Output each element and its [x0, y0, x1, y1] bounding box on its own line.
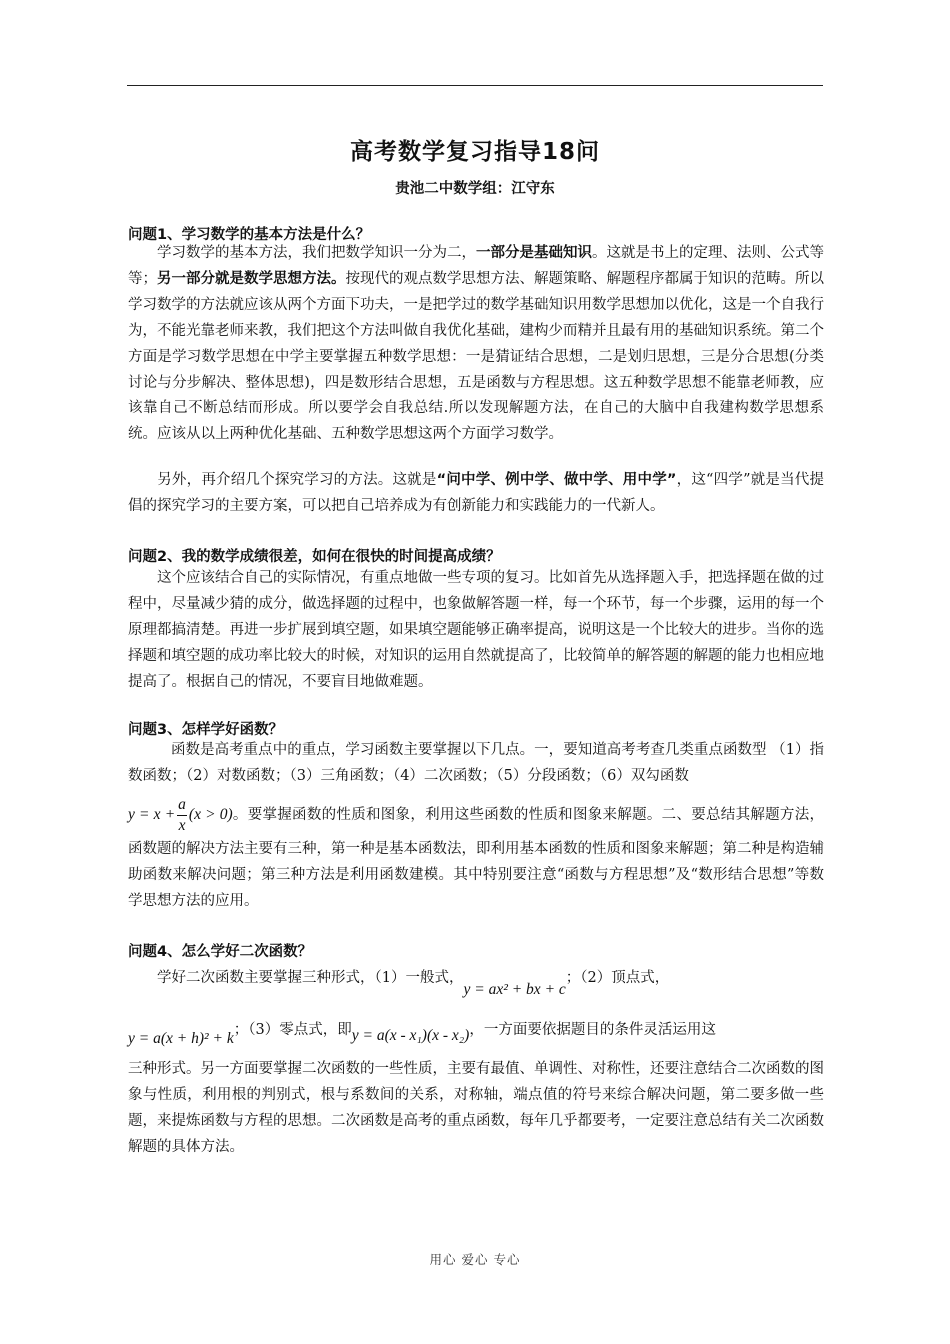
q3-text-b: 。要掌握函数的性质和图象，利用这些函数的性质和图象来解题。二、要总结其解题方法，函数题的解决方法主要有三种，第一种是基本函数法，即利用基本函数的性质和图象来解题；第二种是构造辅助函数来解决问题；第三种方法是利用函数建模。其中特别要注意“函数与方程思想”及“数形结合思想”等数学思想方法的应用。 [128, 807, 824, 909]
q1-text-a: 学习数学的基本方法，我们把数学知识一分为二， [157, 245, 476, 261]
q1-bold-basic: 一部分是基础知识 [476, 245, 592, 261]
document-title: 高考数学复习指导18问 [349, 139, 600, 165]
q3-text-a: 函数是高考重点中的重点，学习函数主要掌握以下几点。一，要知道高考考查几类重点函数型 （1）指数函数；（2）对数函数；（3）三角函数；（4）二次函数；（5）分段函数；（6）双勾函数 [128, 742, 824, 784]
q4-line-1: 学好二次函数主要掌握三种形式，（1）一般式，y = ax² + bx + c；（2）顶点式， [157, 970, 670, 998]
q1-p2-bold-four: “问中学、例中学、做中学、用中学” [436, 472, 677, 488]
q4-heading: 问题4、怎么学好二次函数？ [128, 944, 313, 960]
document-author: 贵池二中数学组：江守东 [395, 181, 555, 197]
header-rule [127, 85, 823, 86]
q1-p2-text-a: 另外，再介绍几个探究学习的方法。这就是 [157, 472, 437, 488]
q1-heading: 问题1、学习数学的基本方法是什么？ [128, 227, 371, 243]
q4-paragraph-rest: 三种形式。另一方面要掌握二次函数的一些性质，主要有最值、单调性、对称性，还要注意结合二次函数的图象与性质，利用根的判别式，根与系数间的关系，对称轴，端点值的符号来综合解决问题，第二要多做一些题，来提炼函数与方程的思想。二次函数是高考的重点函数，每年几乎都要考，一定要注意总结有关二次函数解题的具体方法。 [128, 1061, 824, 1155]
q1-paragraph-1 [128, 241, 824, 448]
q3-heading: 问题3、怎样学好函数？ [128, 722, 284, 738]
q1-paragraph-2 [128, 468, 824, 520]
hook-function-formula: y = x + $\frac{a}{x}$ (x > 0) [128, 796, 233, 834]
general-form-formula: y = ax² + bx + c [463, 981, 566, 998]
q3-paragraph-2 [128, 795, 824, 914]
q1-text-c: 。这就是书上的定理、法则、公式等等； [128, 245, 824, 287]
q1-p2-text-c: ，这“四学”就是当代提倡的探究学习的主要方案，可以把自己培养成为有创新能力和实践能力的一代新人。 [128, 472, 825, 514]
q3-paragraph-1 [128, 738, 824, 790]
zero-form-formula: y = a(x - x₁)(x - x₂) [351, 1027, 470, 1044]
fraction: $\frac{a}{x}$ [178, 796, 186, 834]
vertex-form-formula: y = a(x + h)² + k [128, 1030, 234, 1047]
q1-bold-methods: 另一部分就是数学思想方法。 [157, 270, 346, 287]
q2-heading: 问题2、我的数学成绩很差，如何在很快的时间提高成绩？ [128, 549, 501, 565]
q2-paragraph-1 [128, 566, 824, 696]
q1-text-e: 按现代的观点数学思想方法、解题策略、解题程序都属于知识的范畴。所以学习数学的方法就应该从两个方面下功夫，一是把学过的数学基础知识用数学思想加以优化，这是一个自我行为，不能光靠老师来教，我们把这个方法叫做自我优化基础，建构少而精并且最有用的基础知识系统。第二个方面是学习数学思想在中学主要掌握五种数学思想：一是猜证结合思想，二是划归思想，三是分合思想(分类讨论与分步解决、整体思想)，四是数形结合思想，五是函数与方程思想。这五种数学思想不能靠老师教，应该靠自己不断总结而形成。所以要学会自我总结.所以发现解题方法，在自己的大脑中自我建构数学思想系统。应该从以上两种优化基础、五种数学思想这两个方面学习数学。 [128, 270, 824, 443]
q2-text: 这个应该结合自己的实际情况，有重点地做一些专项的复习。比如首先从选择题入手，把选择题在做的过程中，尽量减少猜的成分，做选择题的过程中，也象做解答题一样，每一个环节，每一个步骤，运用的每一个原理都搞清楚。再进一步扩展到填空题，如果填空题能够正确率提高，说明这是一个比较大的进步。当你的选择题和填空题的成功率比较大的时候，对知识的运用自然就提高了，比较简单的解答题的解题的能力也相应地提高了。根据自己的情况，不要盲目地做难题。 [128, 570, 824, 690]
page-footer: 用心 爱心 专心 [429, 1252, 521, 1267]
q4-line-2: y = a(x + h)² + k；（3）零点式，即y = a(x - x₁)(x - x₂)，一方面要依据题目的条件灵活运用这 [128, 1022, 716, 1047]
